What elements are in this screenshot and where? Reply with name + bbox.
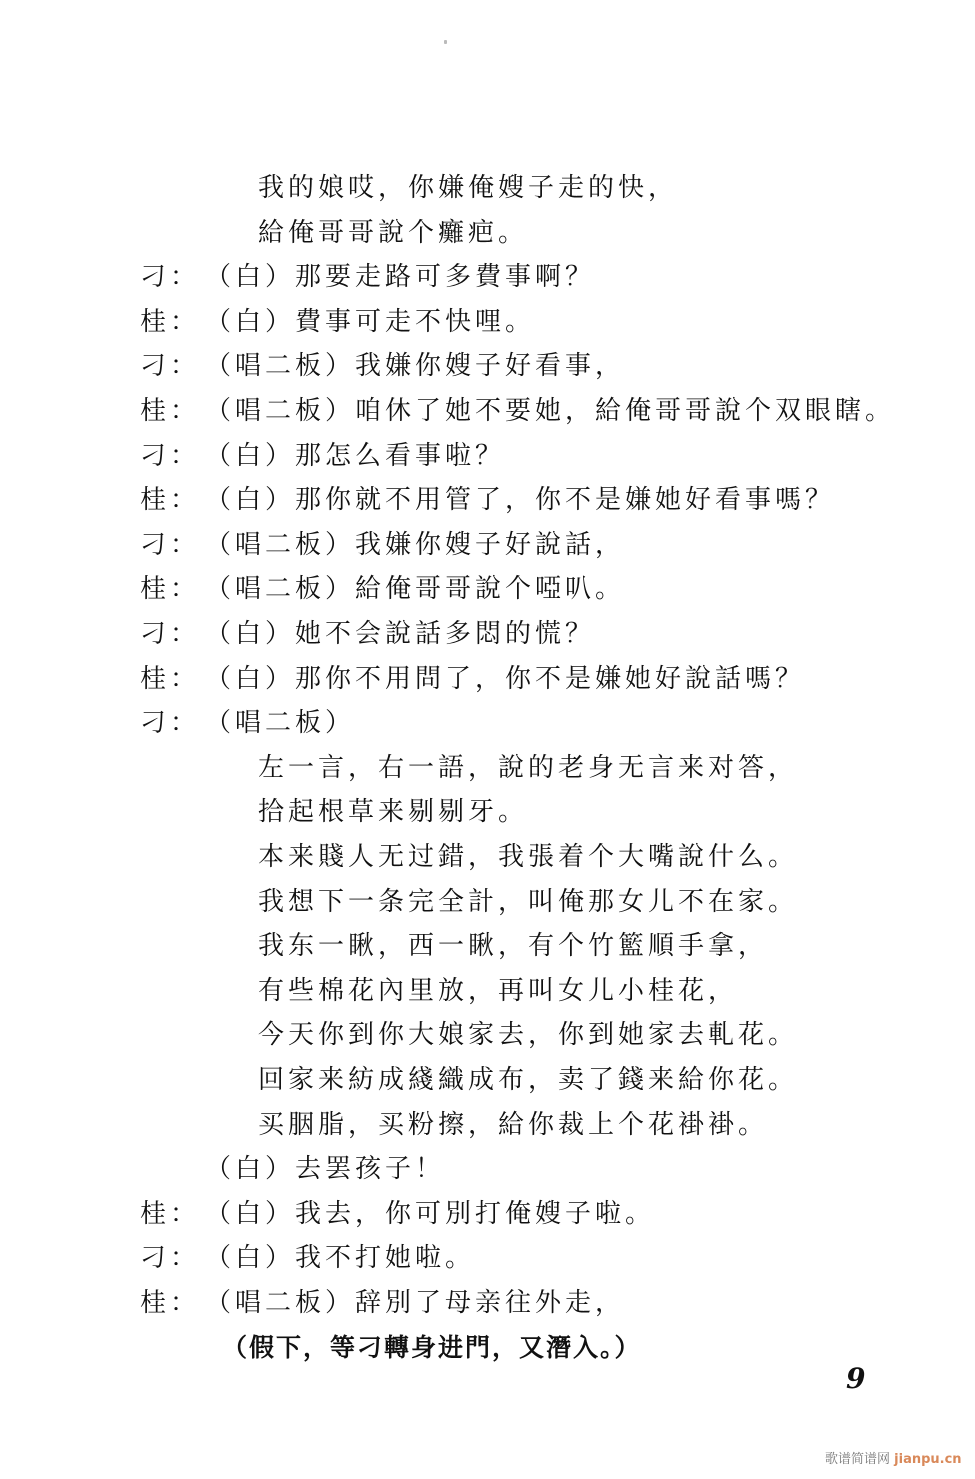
speaker-label: 桂： — [140, 663, 201, 694]
dialogue-text: 我去，你可別打俺嫂子啦。 — [295, 1198, 656, 1229]
dialogue-text: 咱休了她不要她，給俺哥哥說个双眼瞎。 — [355, 396, 896, 426]
verse-text: 买胭脂，买粉擦，給你裁上个花褂褂。 — [258, 1109, 769, 1140]
dialogue-line — [205, 659, 805, 699]
dialogue-line — [205, 302, 535, 342]
dialogue-line — [205, 346, 625, 386]
performance-direction: （唱二板） — [205, 574, 356, 605]
performance-direction: （白） — [205, 306, 296, 337]
dialogue-text: 那你就不用管了，你不是嫌她好看事嗎？ — [295, 485, 836, 516]
dialogue-line — [205, 1149, 445, 1189]
verse-text: 給俺哥哥說个癱疤。 — [258, 217, 529, 248]
speaker-label: 刁： — [140, 619, 201, 649]
dialogue-text: 那要走路可多費事啊？ — [295, 262, 596, 293]
dialogue-line — [205, 703, 355, 743]
verse-text: 我想下一条完全計，叫俺那女儿不在家。 — [258, 886, 799, 917]
dialogue-line — [205, 1283, 625, 1323]
dialogue-text: 那你不用問了，你不是嫌她好說話嗎？ — [295, 663, 806, 694]
performance-direction: （白） — [205, 1198, 296, 1229]
performance-direction: （白） — [205, 1154, 296, 1185]
verse-text: 有些棉花內里放，再叫女儿小桂花， — [258, 975, 739, 1006]
watermark-site: jianpu.cn — [894, 1452, 962, 1467]
speaker-label: 桂： — [140, 1288, 201, 1318]
performance-direction: （白） — [205, 663, 296, 694]
performance-direction: （白） — [205, 1243, 296, 1274]
verse-text: 左一言，右一語，說的老身无言来对答， — [258, 752, 799, 783]
dialogue-line — [205, 1194, 655, 1234]
performance-direction: （唱二板） — [205, 708, 356, 739]
watermark-cn: 歌谱简谱网 — [825, 1452, 891, 1467]
speaker-label: 刁： — [140, 529, 201, 560]
page-number: 9 — [846, 1362, 866, 1395]
dialogue-text: 給俺哥哥說个啞叭。 — [355, 574, 626, 605]
dialogue-line — [205, 569, 625, 609]
verse-text: 拾起根草来剔剔牙。 — [258, 797, 529, 828]
verse-text: 回家来紡成綫織成布，卖了錢来給你花。 — [258, 1065, 799, 1095]
speaker-label: 桂： — [140, 1198, 201, 1229]
speaker-label: 刁： — [140, 1243, 201, 1274]
dialogue-text: 辞別了母亲往外走， — [355, 1288, 626, 1318]
performance-direction: （唱二板） — [205, 396, 356, 426]
dialogue-text: 費事可走不快哩。 — [295, 306, 536, 337]
performance-direction: （唱二板） — [205, 529, 356, 560]
verse-text: 今天你到你大娘家去，你到她家去軋花。 — [258, 1020, 799, 1051]
performance-direction: （白） — [205, 619, 296, 649]
verse-text: 本来賤人无过錯，我張着个大嘴說什么。 — [258, 842, 799, 872]
dialogue-line — [205, 480, 835, 520]
dialogue-line — [205, 391, 895, 431]
dialogue-line — [205, 257, 595, 297]
stage-direction: （假下，等刁轉身进門，又潛入。） — [222, 1332, 642, 1362]
dialogue-text: 她不会說話多悶的慌？ — [295, 619, 596, 649]
performance-direction: （唱二板） — [205, 1288, 356, 1318]
speaker-label: 桂： — [140, 574, 201, 605]
dialogue-line — [205, 1238, 475, 1278]
speaker-label: 刁： — [140, 262, 201, 293]
watermark — [825, 1448, 962, 1467]
dialogue-line — [205, 525, 625, 565]
speaker-label: 刁： — [140, 440, 201, 471]
dialogue-line — [205, 436, 505, 476]
performance-direction: （白） — [205, 440, 296, 471]
dialogue-text: 我不打她啦。 — [295, 1243, 476, 1274]
dialogue-line — [205, 614, 595, 654]
verse-text: 我东一瞅，西一瞅，有个竹籃順手拿， — [258, 931, 769, 962]
print-speck — [444, 40, 447, 44]
dialogue-text: 那怎么看事啦？ — [295, 440, 506, 471]
dialogue-text: 去罢孩子！ — [295, 1154, 446, 1185]
performance-direction: （白） — [205, 485, 296, 516]
dialogue-text: 我嫌你嫂子好說話， — [355, 529, 626, 560]
speaker-label: 刁： — [140, 351, 201, 382]
speaker-label: 桂： — [140, 396, 201, 426]
speaker-label: 桂： — [140, 306, 201, 337]
speaker-label: 桂： — [140, 485, 201, 516]
dialogue-text: 我嫌你嫂子好看事， — [355, 351, 626, 382]
verse-text: 我的娘哎，你嫌俺嫂子走的快， — [258, 173, 679, 203]
performance-direction: （白） — [205, 262, 296, 293]
speaker-label: 刁： — [140, 708, 201, 739]
performance-direction: （唱二板） — [205, 351, 356, 382]
